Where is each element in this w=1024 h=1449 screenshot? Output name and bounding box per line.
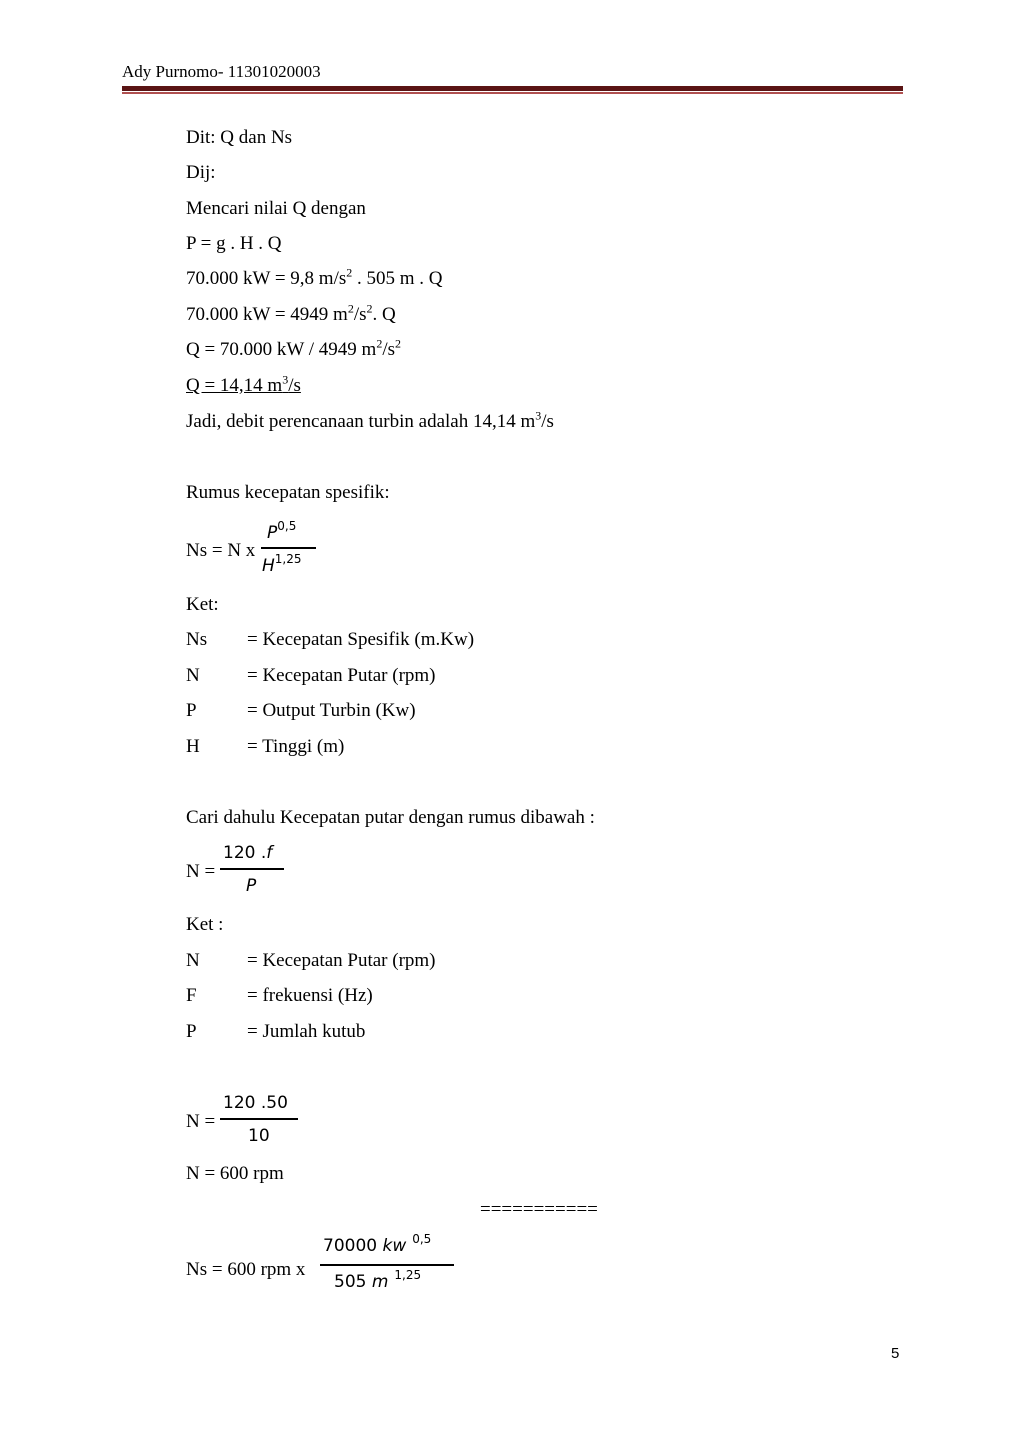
result-part-b: /s (288, 375, 301, 396)
text-dij: Dij: (186, 162, 216, 183)
n-formula-lhs: N = (186, 861, 216, 882)
ket1-sym-h: H (186, 736, 200, 757)
n2-formula-denominator: 10 (248, 1126, 270, 1146)
text-ket-1: Ket: (186, 594, 219, 615)
eq2-sup-1: 2 (347, 301, 354, 316)
ket2-desc-f: = frekuensi (Hz) (247, 985, 373, 1006)
equation-1 (186, 265, 443, 290)
ns2-num-unit: kw (382, 1236, 407, 1256)
ns2-den-exp: 1,25 (394, 1268, 422, 1282)
separator-line: =========== (480, 1199, 598, 1220)
conclusion-part-b: /s (541, 411, 554, 432)
text-mencari: Mencari nilai Q dengan (186, 198, 366, 219)
text-rumus: Rumus kecepatan spesifik: (186, 482, 390, 503)
eq3-sup-2: 2 (395, 336, 402, 351)
ns-fraction-bar (261, 547, 316, 549)
eq2-sup-2: 2 (366, 301, 373, 316)
formula-p: P = g . H . Q (186, 233, 282, 254)
ket1-desc-n: = Kecepatan Putar (rpm) (247, 665, 436, 686)
ns2-formula-denominator (334, 1268, 422, 1292)
ns2-den-unit: m (371, 1272, 389, 1292)
ket2-sym-n: N (186, 950, 200, 971)
eq3-part-a: Q = 70.000 kW / 4949 m (186, 339, 377, 360)
eq1-part-a: 70.000 kW = 9,8 m/s (186, 268, 347, 289)
equation-2 (186, 301, 396, 326)
eq3-part-b: /s (382, 339, 396, 360)
eq1-sup: 2 (346, 265, 353, 280)
n-fraction-bar (220, 868, 284, 870)
ns2-formula-numerator (323, 1232, 432, 1256)
header-rule (122, 86, 903, 91)
n-den-p: P (246, 876, 257, 896)
text-dit: Dit: Q dan Ns (186, 127, 293, 148)
text-ket-2: Ket : (186, 914, 224, 935)
ns2-num-exp: 0,5 (412, 1232, 432, 1246)
ns2-fraction-bar (320, 1264, 454, 1266)
ket2-desc-n: = Kecepatan Putar (rpm) (247, 950, 436, 971)
n-num-f: f (266, 843, 273, 863)
ns-num-base: P (267, 523, 278, 543)
n-formula-denominator (246, 876, 256, 896)
eq2-part-c: . Q (372, 304, 396, 325)
ket1-sym-ns: Ns (186, 629, 208, 650)
header-rule-accent (122, 92, 903, 94)
ns-den-exp: 1,25 (274, 552, 302, 566)
ket2-sym-f: F (186, 985, 197, 1006)
n2-formula-lhs: N = (186, 1111, 216, 1132)
eq3-sup-1: 2 (376, 336, 383, 351)
result-q (186, 372, 301, 397)
eq2-part-b: /s (353, 304, 367, 325)
eq1-part-b: . 505 m . Q (352, 268, 443, 289)
n2-fraction-bar (220, 1118, 298, 1120)
eq2-part-a: 70.000 kW = 4949 m (186, 304, 348, 325)
ket2-sym-p: P (186, 1021, 197, 1042)
ns-formula-numerator (267, 519, 297, 543)
result-part-a: Q = 14,14 m (186, 375, 283, 396)
page-number: 5 (891, 1345, 900, 1362)
result-sup: 3 (282, 372, 289, 387)
n2-formula-numerator: 120 .50 (223, 1093, 288, 1113)
ket2-desc-p: = Jumlah kutub (247, 1021, 366, 1042)
equation-3 (186, 336, 402, 361)
conclusion-debit (186, 408, 554, 433)
ns2-den-value: 505 (334, 1272, 372, 1292)
ns-den-base: H (262, 556, 275, 576)
ket1-desc-p: = Output Turbin (Kw) (247, 700, 416, 721)
text-cari: Cari dahulu Kecepatan putar dengan rumus dibawah : (186, 807, 595, 828)
ns2-num-value: 70000 (323, 1236, 383, 1256)
conclusion-part-a: Jadi, debit perencanaan turbin adalah 14,14 m (186, 411, 536, 432)
page-header: Ady Purnomo- 11301020003 (122, 62, 321, 81)
conclusion-sup: 3 (535, 408, 542, 423)
ns-formula-denominator (262, 552, 302, 576)
n-formula-numerator (223, 843, 272, 863)
n-result: N = 600 rpm (186, 1163, 284, 1184)
ket1-sym-n: N (186, 665, 200, 686)
ns2-formula-lhs: Ns = 600 rpm x (186, 1259, 306, 1280)
ket1-sym-p: P (186, 700, 197, 721)
ket1-desc-h: = Tinggi (m) (247, 736, 345, 757)
ket1-desc-ns: = Kecepatan Spesifik (m.Kw) (247, 629, 475, 650)
ns-num-exp: 0,5 (277, 519, 297, 533)
ns-formula-lhs: Ns = N x (186, 540, 256, 561)
n-num-value: 120 . (223, 843, 267, 863)
